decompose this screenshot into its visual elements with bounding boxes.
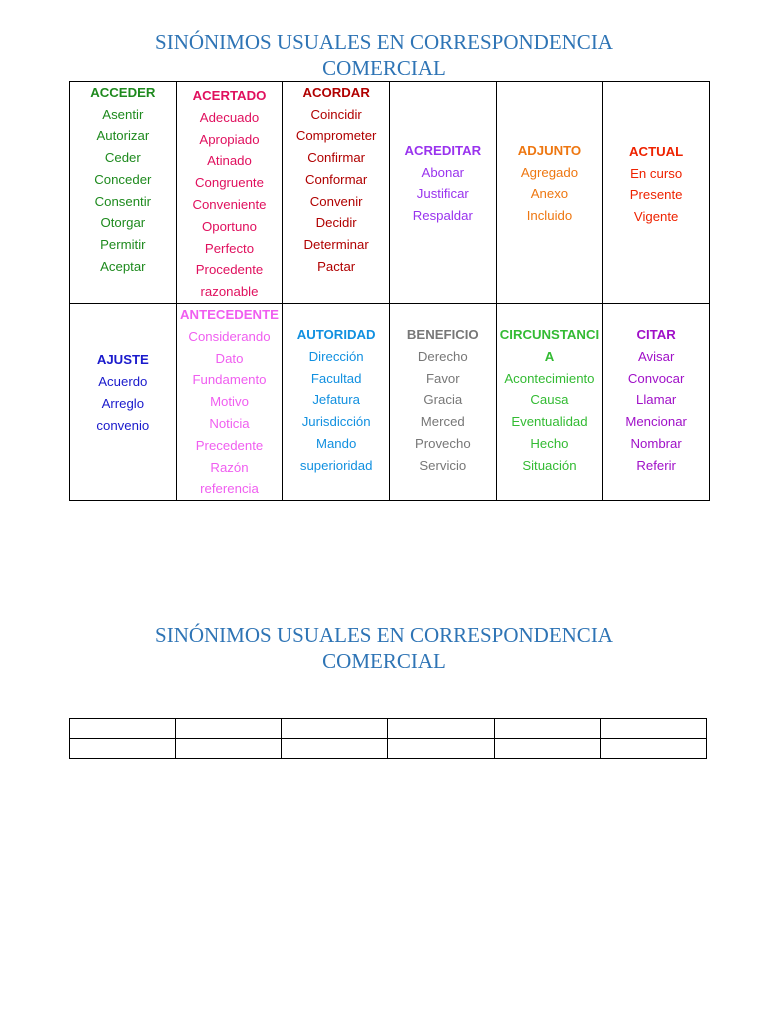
synonym-word: Considerando xyxy=(188,328,271,344)
table-row xyxy=(70,719,707,739)
synonym-word: Perfecto xyxy=(204,240,255,256)
synonym-word: Autorizar xyxy=(96,128,150,144)
empty-cell xyxy=(176,719,282,739)
synonym-word: Arreglo xyxy=(101,396,145,412)
synonym-cell-acreditar xyxy=(389,82,496,304)
empty-cell xyxy=(388,739,494,759)
synonym-cell-actual xyxy=(603,82,710,304)
synonym-word: Convenir xyxy=(309,193,363,209)
synonym-word: Merced xyxy=(420,414,465,430)
synonym-word: Acuerdo xyxy=(98,374,148,390)
synonym-word: Favor xyxy=(425,370,460,386)
synonym-cell-adjunto xyxy=(496,82,603,304)
empty-cell xyxy=(176,739,282,759)
synonym-word: Determinar xyxy=(303,236,369,252)
synonym-word: Presente xyxy=(629,187,683,203)
synonym-word: Aceptar xyxy=(100,258,146,274)
cell-heading: AJUSTE xyxy=(96,352,149,368)
synonym-word: Mencionar xyxy=(625,414,687,430)
synonym-word: En curso xyxy=(630,165,683,181)
synonym-word: Otorgar xyxy=(100,215,146,231)
empty-table xyxy=(69,718,707,759)
cell-heading: ACTUAL xyxy=(629,143,684,159)
page-title-line1: SINÓNIMOS USUALES EN CORRESPONDENCIA xyxy=(155,30,613,54)
synonym-word: Conveniente xyxy=(192,196,267,212)
synonym-word: Razón xyxy=(210,459,249,475)
synonym-word: Gracia xyxy=(423,392,463,408)
synonym-word: Conformar xyxy=(304,171,368,187)
synonym-word: Acontecimiento xyxy=(504,370,595,386)
synonym-word: Respaldar xyxy=(412,208,473,224)
synonym-word: Servicio xyxy=(419,457,467,473)
page-title-line1: SINÓNIMOS USUALES EN CORRESPONDENCIA xyxy=(155,623,613,647)
synonym-word: razonable xyxy=(200,284,259,300)
empty-cell xyxy=(282,719,388,739)
synonym-word: Avisar xyxy=(637,348,675,364)
synonym-word: Adecuado xyxy=(199,109,260,125)
table-row xyxy=(70,82,710,304)
synonym-word: Referir xyxy=(636,457,676,473)
cell-heading: ACCEDER xyxy=(90,85,156,100)
synonym-cell-circunstancia xyxy=(496,303,603,500)
synonym-word: Hecho xyxy=(530,435,569,451)
synonym-word: Conceder xyxy=(94,171,152,187)
synonym-cell-acceder xyxy=(70,82,177,304)
synonym-word: Incluido xyxy=(526,208,573,224)
table-row xyxy=(70,739,707,759)
synonym-word: Nombrar xyxy=(630,435,682,451)
empty-cell xyxy=(494,719,600,739)
synonym-word: Procedente xyxy=(195,262,264,278)
synonym-word: Ceder xyxy=(104,150,141,166)
cell-heading: CITAR xyxy=(636,326,676,342)
synonym-word: Decidir xyxy=(315,215,357,231)
synonym-word: Jefatura xyxy=(312,392,360,408)
synonym-word: Asentir xyxy=(102,106,144,122)
synonym-word: Abonar xyxy=(421,164,465,180)
cell-heading: CIRCUNSTANCI xyxy=(499,326,600,342)
synonym-word: convenio xyxy=(96,417,150,433)
synonym-word: Jurisdicción xyxy=(301,414,371,430)
synonym-cell-autoridad xyxy=(283,303,390,500)
synonym-word: Eventualidad xyxy=(511,414,588,430)
synonym-cell-beneficio xyxy=(389,303,496,500)
synonym-word: Consentir xyxy=(94,193,152,209)
synonym-word: Permitir xyxy=(100,236,146,252)
synonym-word: Precedente xyxy=(195,437,264,453)
synonym-word: Noticia xyxy=(209,415,250,431)
synonym-word: Provecho xyxy=(414,435,471,451)
cell-heading: ACERTADO xyxy=(192,88,267,103)
synonym-word: Apropiado xyxy=(199,131,260,147)
synonym-word: Dato xyxy=(215,350,244,366)
synonym-word: Oportuno xyxy=(201,218,257,234)
synonyms-table xyxy=(69,81,710,501)
synonym-word: referencia xyxy=(200,481,259,497)
synonym-word: Facultad xyxy=(310,370,362,386)
page-title-repeat xyxy=(0,622,768,674)
synonym-cell-citar xyxy=(603,303,710,500)
synonym-cell-ajuste xyxy=(70,303,177,500)
synonym-word: Congruente xyxy=(195,175,264,191)
synonym-word: superioridad xyxy=(299,457,373,473)
synonym-word: Causa xyxy=(530,392,569,408)
synonym-word: Comprometer xyxy=(295,128,377,144)
synonym-cell-acertado xyxy=(176,82,283,304)
empty-cell xyxy=(600,739,706,759)
synonym-word: Derecho xyxy=(417,348,468,364)
synonym-word: Vigente xyxy=(633,209,679,225)
synonym-word: Fundamento xyxy=(192,372,267,388)
empty-cell xyxy=(388,719,494,739)
synonym-word: Convocar xyxy=(627,370,685,386)
cell-heading: ACORDAR xyxy=(302,85,370,100)
synonym-word: Agregado xyxy=(520,164,579,180)
synonym-cell-acordar xyxy=(283,82,390,304)
synonym-word: Coincidir xyxy=(310,106,362,122)
empty-cell xyxy=(282,739,388,759)
synonym-word: Motivo xyxy=(210,394,249,410)
synonym-word: Mando xyxy=(315,435,357,451)
cell-heading-continuation: A xyxy=(544,348,555,364)
table-row xyxy=(70,303,710,500)
cell-heading: BENEFICIO xyxy=(406,326,479,342)
page-title xyxy=(0,29,768,81)
cell-heading: ADJUNTO xyxy=(517,142,582,158)
synonym-word: Atinado xyxy=(207,153,252,169)
synonym-cell-antecedente xyxy=(176,303,283,500)
page-title-line2: COMERCIAL xyxy=(322,56,446,80)
empty-cell xyxy=(70,719,176,739)
empty-cell xyxy=(494,739,600,759)
synonym-word: Anexo xyxy=(530,186,569,202)
empty-cell xyxy=(70,739,176,759)
cell-heading: ACREDITAR xyxy=(404,142,482,158)
empty-cell xyxy=(600,719,706,739)
synonym-word: Dirección xyxy=(308,348,364,364)
synonym-word: Llamar xyxy=(635,392,677,408)
cell-heading: ANTECEDENTE xyxy=(180,306,279,322)
cell-heading: AUTORIDAD xyxy=(296,326,376,342)
synonym-word: Confirmar xyxy=(307,150,366,166)
page-title-line2: COMERCIAL xyxy=(322,649,446,673)
synonym-word: Pactar xyxy=(317,258,356,274)
synonym-word: Situación xyxy=(522,457,577,473)
synonym-word: Justificar xyxy=(416,186,469,202)
